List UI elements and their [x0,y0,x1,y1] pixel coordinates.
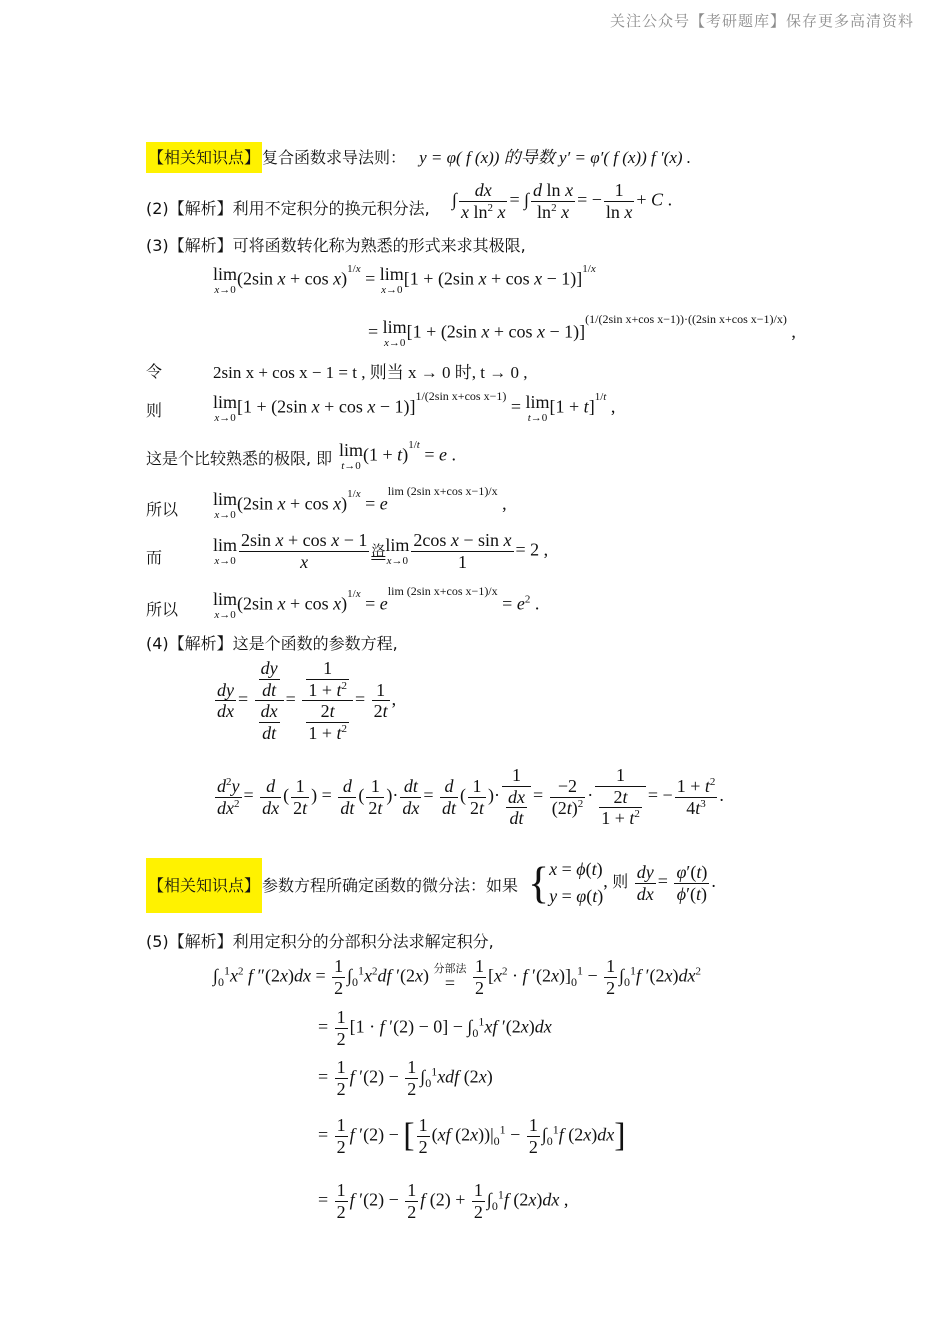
part5-eq4: = $\frac{1}{2}$ f ′(2) − [ $\frac{1}{2}$ (xf $(2x))|_0^1$ − $\frac{1}{2}$ $\int_0^1f$ (2x)dx] [318,1115,626,1157]
part5-prefix: (5)【解析】 [146,932,233,951]
part3-eq4: lim x→0 (2sin $x + \cos x)^{1/x} = e^{lim (2sin x+cos x-1)/x}$ , [213,483,507,521]
knowledge-text-2: 参数方程所确定函数的微分法：如果 [262,876,519,895]
part5-eq1: $\int_0^1x^2$ f ″(2x)dx = $\frac{1}{2}$ $\int_0^1x^2df$ ′(2x) 分部法 = $\frac{1}{2}$ [$x^2 \cdot f$ $'(2x)]_0^1$ − $\frac{1}{2}$ $\int_0^1f$ $'(2x)dx^2$ [213,956,701,998]
knowledge-text: 复合函数求导法则： [262,148,407,167]
part2-text: 利用不定积分的换元积分法, [232,199,430,218]
part4-line [146,631,398,654]
and-label: 而 [146,548,163,567]
part3-eq2: = lim x→0 [1 + (2sin x + cos x − 1)]$^{(1/(2sin x+cos x-1))\cdot((2sin x+cos x-1)/x)}$ , [368,311,796,349]
knowledge-point-1 [146,143,691,168]
part2-integral: ∫ $\frac{dx}{x \ln^2 x}$ = ∫ $\frac{\text{d ln x}}{\ln^2 x}$ = − $\frac{1}{\text{ln x}}$ + C . [452,180,673,222]
let-label: 令 [146,362,163,381]
familiar-limit: lim t→0 $(1 + t)^{1/t} = e$ . [339,438,456,472]
knowledge-point-2 [146,873,518,896]
part3-line [146,233,526,256]
part5-text: 利用定积分的分部积分法求解定积分, [232,932,494,951]
part3-eq3: lim x→0 [1 + (2sin x + cos x − 1)]$^{1/(2sin x+cos x-1)}$ = lim t→0 $[1 + t]^{1/t}$ , [213,388,616,424]
part5-eq3: = $\frac{1}{2}$ f ′(2) − $\frac{1}{2}$ $\int_0^1xdf$ (2x) [318,1057,493,1099]
part5-line [146,929,494,952]
watermark: 关注公众号【考研题库】保存更多高清资料 [609,12,914,30]
familiar-text: 这是个比较熟悉的极限, 即 [146,449,333,468]
part4-prefix: (4)【解析】 [146,634,233,653]
part2-line [146,196,430,219]
part3-eq1: lim x→0 (2sin x + cos x)$^{1/x}$ = lim x→0 [1 + (2sin x + cos x − 1)]$^{1/x}$ [213,262,596,296]
part5-eq2: = $\frac{1}{2}$ [1 · f $'(2) - 0] - \int_0^1xf$ ′(2x)dx [318,1007,552,1049]
let-text: 2sin x + cos x − 1 = t , 则当 x → 0 时, t → 0 , [213,363,528,382]
part3-text: 可将函数转化称为熟悉的形式来求其极限, [232,236,526,255]
part5-eq5: = $\frac{1}{2}$ f ′(2) − $\frac{1}{2}$ f (2) + $\frac{1}{2}$ $\int_0^1f$ (2x)dx , [318,1180,569,1222]
part4-eq1: $\frac{dy}{dx}$ = $\frac{\frac{dy}{dt}}{\frac{dx}{dt}}$ = $\frac{\frac{1}{1 + t^2}}{\frac{2t}{1 + t^2}}$ = $\frac{1}{2t}$ , [217,658,397,744]
knowledge-tag: 【相关知识点】 [146,142,262,173]
part4-eq2: $\frac{d^2y}{dx^2}$ = $\frac{d}{dx}$ ( $\frac{1}{2t}$ ) = $\frac{d}{dt}$ ( $\frac{1}{2t}$ )· $\frac{dt}{dx}$ = $\frac{d}{dt}$ ( $\frac{1}{2t}$ )· $\frac{1}{\frac{dx}{dt}}$ = $\frac{-2}{(2t)^2}$ · $\frac{1}{\frac{2t}{1 + t^2}}$ = − $\frac{1 + t^2}{4t^3}$ . [217,765,724,829]
part3-eq5: lim x→0 $\frac{\text{2sin x + cos x − 1}}{x}$ 洛lim x→0 $\frac{\text{2cos x − sin x}}{1}$ = 2 , [213,530,549,572]
so-label: 所以 [146,500,179,519]
knowledge-tag-2: 【相关知识点】 [146,858,262,913]
lhopital-mark: 洛 [371,543,386,560]
so-label-2: 所以 [146,600,179,619]
then-label: 则 [146,401,163,420]
part2-prefix: (2)【解析】 [146,199,233,218]
familiar-line [146,446,332,469]
knowledge2-formula: {x = ϕ(t) y = φ(t), 则 $\frac{dy}{dx}$ = $\frac{\varphi'(t)}{\phi'(t)}$ . [528,858,716,908]
part3-prefix: (3)【解析】 [146,236,233,255]
method-label: 分部法 [433,961,467,975]
knowledge-formula: y = φ( f (x)) 的导数 y′ = φ′( f (x)) f ′(x) . [419,148,692,167]
part4-text: 这是个函数的参数方程, [232,634,398,653]
part3-eq6: lim x→0 (2sin $x + \cos x)^{1/x} = e^{lim (2sin x+cos x-1)/x} = e^2$ . [213,583,540,621]
